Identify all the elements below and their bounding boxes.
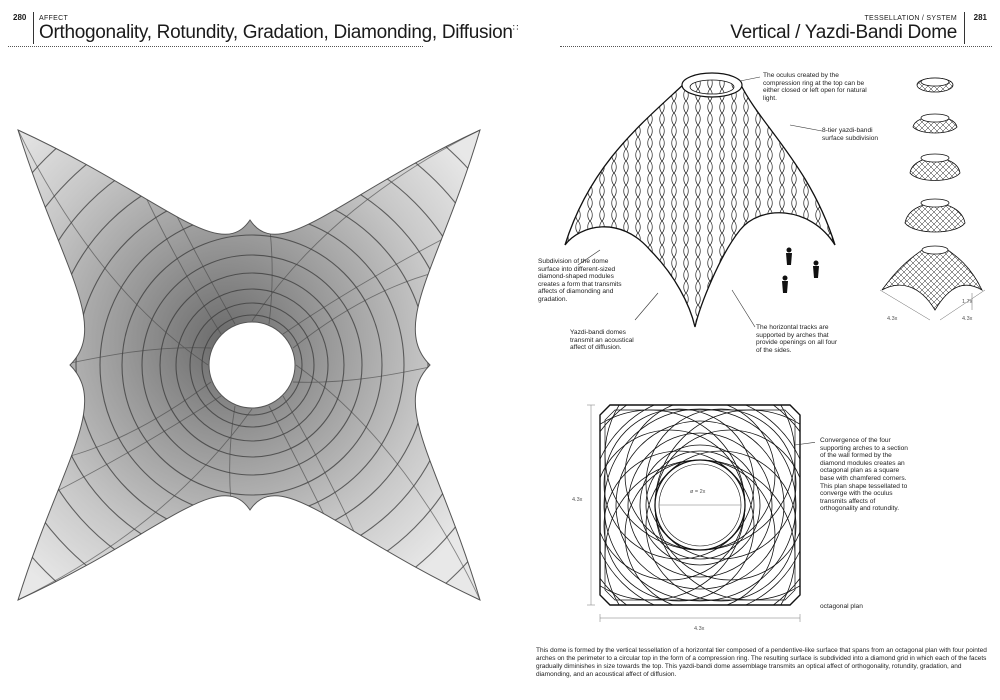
right-page-number: 281 [973, 13, 987, 22]
right-section-label: TESSELLATION / SYSTEM [864, 15, 957, 22]
page-header [0, 0, 1000, 50]
right-page-title: Vertical / Yazdi-Bandi Dome [730, 22, 957, 43]
left-page-number: 280 [13, 13, 27, 22]
yazdi-bandi-annotation: Yazdi-bandi domes transmit an acoustical affect of diffusion. [570, 329, 634, 352]
left-header-rule [8, 46, 423, 47]
oculus-annotation: The oculus created by the compression ring at the top can be either closed or left open for natural light. [763, 72, 867, 102]
left-page-title: Orthogonality, Rotundity, Gradation, Diamonding, Diffusion∷ [39, 22, 519, 43]
left-section-label: AFFECT [39, 15, 69, 22]
dome-render-image [10, 115, 490, 615]
elevation-width-right-dimension: 4.3x [962, 316, 973, 322]
rss-icon: ∷ [512, 22, 519, 33]
left-header-divider [33, 12, 34, 44]
convergence-annotation: Convergence of the four supporting arches to a section of the wall formed by the diamond modules creates an octagonal plan as a square base with chamfered corners. This plan shape tessellated to converge with the oculus transmits affects of orthogonality and rotundity. [820, 437, 908, 513]
elevation-height-dimension: 1.7x [962, 299, 973, 305]
plan-width-dimension: 4.3x [694, 626, 705, 632]
tracks-annotation: The horizontal tracks are supported by arches that provide openings on all four of the sides. [756, 324, 838, 354]
subdivision-annotation: Subdivision of the dome surface into different-sized diamond-shaped modules creates a form that transmits affects of diamonding and gradation. [538, 258, 622, 303]
tier-annotation: 8-tier yazdi-bandi surface subdivision [822, 127, 879, 142]
right-header-rule [560, 46, 992, 47]
figure-caption: This dome is formed by the vertical tessellation of a horizontal tier composed of a pendentive-like surface that spans from an octagonal plan with four pointed arches on the perimeter to a circular top in the form of a compression ring. The resulting surface is subdivided into a diamond grid in which each of the facets gradually diminishes in size towards the top. This yazdi-bandi dome assemblage transmits an optical affect of orthogonality, rotundity, gradation, and diamonding, and an acoustical affect of diffusion. [536, 647, 987, 678]
tier-stack-diagram [880, 65, 985, 335]
oculus-diameter-dimension: ø = 2x [690, 489, 706, 495]
right-header-divider [964, 12, 965, 44]
octagonal-plan-drawing [585, 380, 815, 630]
plan-height-dimension: 4.3x [572, 497, 583, 503]
elevation-width-left-dimension: 4.3x [887, 316, 898, 322]
octagonal-plan-label: octagonal plan [820, 603, 863, 610]
